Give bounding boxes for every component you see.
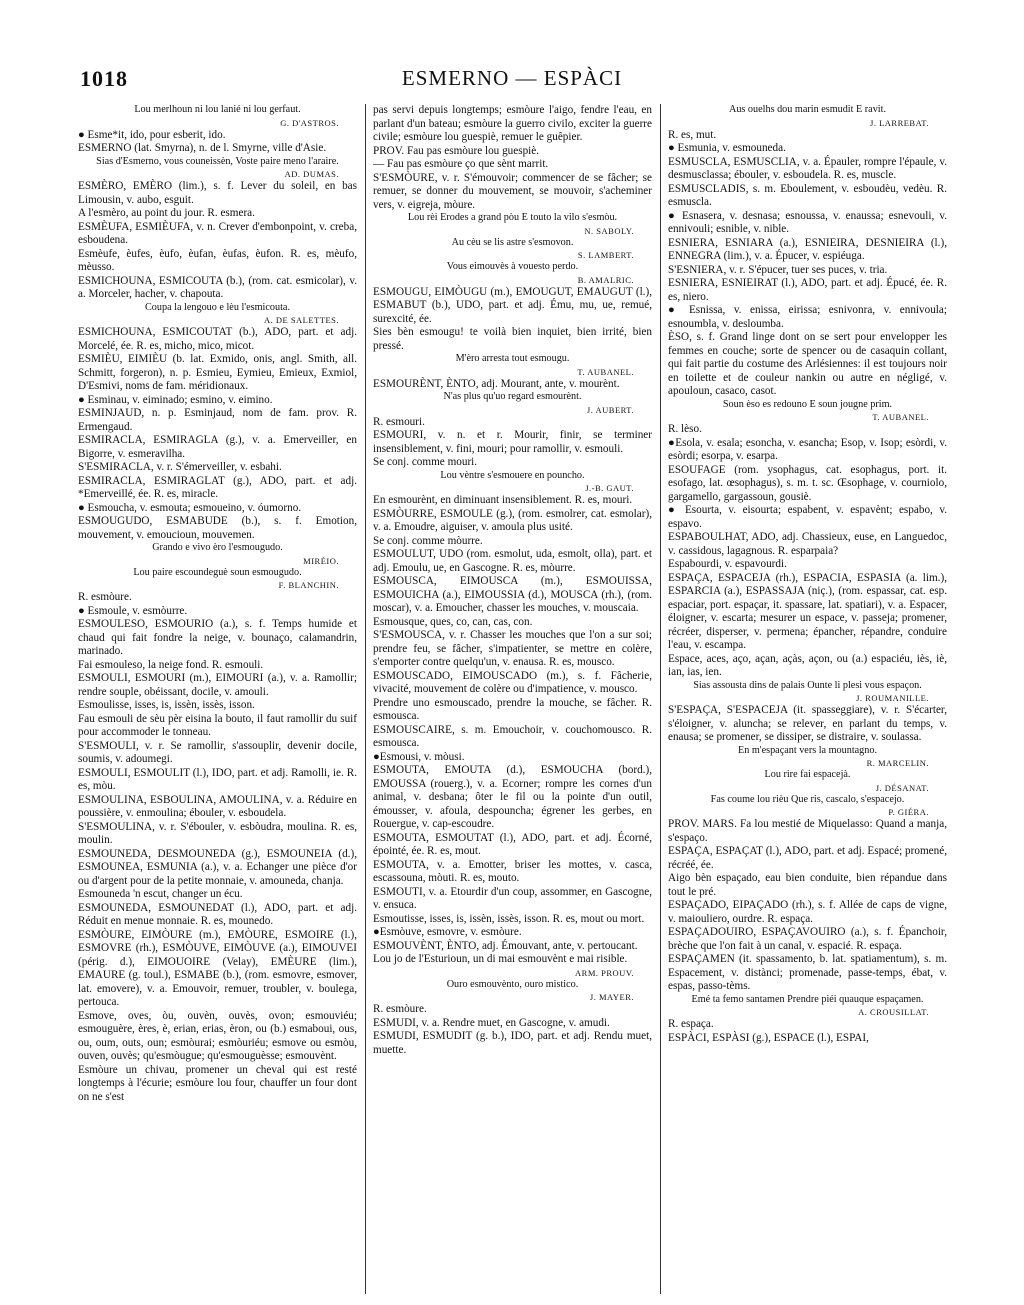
citation-author: J. AUBERT. [586, 404, 634, 415]
dictionary-entry: ESMOURI, v. n. et r. Mourir, finir, se terminer insensiblement, v. fini, mouri; pour ramollir, v. esmouli. [373, 429, 652, 455]
column-divider [660, 104, 661, 1294]
quotation: Soun èso es redouno E soun jougne prim. [722, 398, 893, 410]
dictionary-entry: pas servi depuis longtemps; esmòure l'aigo, fendre l'eau, en parlant d'un bateau; esmòure la guerro civilo, exciter la guerre civile; esmòure lou guespiè, remuer le guêpier. [373, 104, 652, 143]
quotation: Coupa la lengouo e lèu l'esmicouta. [145, 301, 290, 313]
dictionary-entry: ESPAÇADO, EIPAÇADO (rh.), s. f. Allée de caps de vigne, v. maiouliero, ourdre. R. espaça. [668, 899, 947, 925]
dictionary-entry: — Fau pas esmòure ço que sènt marrit. [373, 158, 549, 170]
dictionary-entry: ESMOULI, ESMOULIT (l.), IDO, part. et adj. Ramolli, ie. R. es, mòu. [78, 766, 357, 792]
dictionary-entry: Se conj. comme mòurre. [373, 534, 483, 547]
dictionary-entry: Esmousque, ques, co, can, cas, con. [373, 615, 533, 628]
dictionary-entry: PROV. Fau pas esmòure lou guespiè. [373, 144, 540, 157]
dictionary-entry: ESMÒURRE, ESMOULE (g.), (rom. esmolrer, cat. esmolar), v. a. Emoudre, aiguiser, v. amoula plus usité. [373, 507, 652, 533]
dictionary-entry: ESPAÇA, ESPAÇAT (l.), ADO, part. et adj. Espacé; promené, récréé, ée. [668, 845, 947, 871]
dictionary-entry: ● Esmoule, v. esmòurre. [78, 604, 188, 617]
quotation: M'èro arresta tout esmougu. [455, 353, 570, 364]
dictionary-entry: ESMIÈU, EIMIÈU (b. lat. Exmido, onis, angl. Smith, all. Schmitt, forgeron), n. p. Esmieu, Eymieu, Emieux, Exmiol, D'Esmivi, noms de fam. méridionaux. [78, 353, 357, 392]
dictionary-entry: ESMOURÈNT, ÈNTO, adj. Mourant, ante, v. mourènt. [373, 377, 620, 390]
dictionary-entry: Esmòure un chivau, promener un cheval qui est resté longtemps à l'écurie; esmòure lou four, chauffer un four dont on ne s'est [78, 1063, 357, 1103]
dictionary-entry: S'ESMÒURE, v. r. S'émouvoir; commencer de se fâcher; se remuer, se donner du mouvement, se mouvoir, s'acheminer vers, v. eigreja, mòure. [373, 171, 652, 211]
dictionary-entry: Esmove, oves, òu, ouvèn, ouvès, ovon; esmouviéu; esmouguère, ères, è, erian, erias, èron, ou (b.) esmaboui, ous, ou, oum, outs, oun; esmòurai; esmòuriéu; esmove ou esmòu, ouven, ouvès; qu'esmòugue; qu'esmouguèsse; esmouvènt. [78, 1009, 357, 1062]
dictionary-entry: ÈSO, s. f. Grand linge dont on se sert pour envelopper les femmes en couche; sorte de spencer ou de casaquin collant, qui fait partie du costume des Arlésiennes: il est toujours noir en toilette et de couleur nankin ou autre en négligé, v. apouloun, casaco, casot. [668, 331, 947, 397]
citation-author: S. LAMBERT. [577, 250, 634, 260]
dictionary-entry: R. es, mut. [668, 128, 717, 141]
dictionary-entry: S'ESMOUSCA, v. r. Chasser les mouches que l'on a sur soi; prendre feu, se fâcher, s'impatienter, se mettre en colère, s'emporter contre quelqu'un, v. enausa. R. es, mousco. [373, 629, 652, 668]
citation-author: F. BLANCHIN. [278, 580, 339, 590]
dictionary-entry: A l'esmèro, au point du jour. R. esmera. [78, 207, 255, 219]
dictionary-entry: Se conj. comme mouri. [373, 456, 478, 468]
page-number: 1018 [80, 66, 128, 91]
citation-author: R. MARCELIN. [866, 758, 929, 768]
citation-author: J. ROUMANILLE. [856, 693, 929, 703]
dictionary-entry: ESMOUSCADO, EIMOUSCADO (m.), s. f. Fâcherie, vivacité, mouvement de colère ou d'impatience, v. mousco. [373, 669, 652, 695]
dictionary-entry: ESPAÇADOUIRO, ESPAÇAVOUIRO (a.), s. f. Épanchoir, brèche que l'on fait à un canal, v. espacié. R. espaça. [668, 926, 947, 952]
dictionary-entry: ESMOUSCA, EIMOUSCA (m.), ESMOUISSA, ESMOUICHA (a.), EIMOUSSIA (d.), MOUSCA (rh.), (rom. moscar), v. a. Emoucher, chasser les mouches, v. mouscaia. [373, 575, 652, 614]
dictionary-entry: ESMOULINA, ESBOULINA, AMOULINA, v. a. Réduire en poussière, v. enmoulina; ébouler, v. esboudela. [78, 793, 357, 819]
citation-author: J. DÉSANAT. [875, 782, 929, 793]
citation-author: J. MAYER. [589, 992, 634, 1002]
citation-author: G. D'ASTROS. [280, 117, 339, 128]
dictionary-entry: ESPAÇAMEN (it. spassamento, b. lat. spatiamentum), s. m. Espacement, v. distànci; promenade, passe-temps, ébat, v. espas, passo-tèms. [668, 953, 947, 992]
dictionary-entry: ESMUDI, v. a. Rendre muet, en Gascogne, v. amudi. [373, 1016, 610, 1029]
citation-author: T. AUBANEL. [577, 366, 634, 377]
dictionary-entry: ● Esmunia, v. esmouneda. [668, 142, 786, 154]
dictionary-entry: Prendre uno esmouscado, prendre la mouche, se fâcher. R. esmousca. [373, 696, 652, 722]
dictionary-entry: ESMOUGU, EIMÒUGU (m.), EMOUGUT, EMAUGUT (l.), ESMABUT (b.), UDO, part. et adj. Ému, mu, ue, remué, surexcité, ée. [373, 285, 652, 325]
dictionary-entry: Fai esmouleso, la neige fond. R. esmouli. [78, 658, 264, 671]
dictionary-entry: ESMINJAUD, n. p. Esminjaud, nom de fam. prov. R. Ermengaud. [78, 407, 357, 433]
dictionary-entry: Fau esmouli de sèu pèr eisina la bouto, il faut ramollir du suif pour accommoder le tonneau. [78, 712, 357, 738]
dictionary-entry: ESMOULI, ESMOURI (m.), EIMOURI (a.), v. a. Ramollir; rendre souple, obéissant, docile, v. amouli. [78, 672, 357, 698]
quotation: En m'espaçant vers la mountagno. [737, 744, 878, 756]
dictionary-entry: ●Esola, v. esala; esoncha, v. esancha; Esop, v. Isop; esòrdi, v. esòrdi; esorpa, v. esarpa. [668, 436, 947, 462]
dictionary-entry: En esmourènt, en diminuant insensiblement. R. es, mouri. [373, 494, 633, 506]
dictionary-entry: Aigo bèn espaçado, eau bien conduite, bien répandue dans tout le pré. [668, 872, 947, 898]
citation-author: AD. DUMAS. [284, 169, 339, 179]
dictionary-entry: ESMUDI, ESMUDIT (g. b.), IDO, part. et adj. Rendu muet, muette. [373, 1030, 652, 1056]
dictionary-entry: ESPAÇA, ESPACEJA (rh.), ESPACIA, ESPASIA (a. lim.), ESPARCIA (a.), ESPASSAJA (niç.), (rom. espassar, cat. esp. espaciar, port. espaçar, it. spassare, lat. spatiari), v. a. Espacer, éloigner, v. escarta; mesurer un espace, v. passeja; promener, récréer, disperser, v. permena; épancher, répandre, conduire l'eau, v. escampa. [668, 571, 947, 651]
quotation: Lou merlhoun ni lou lanié ni lou gerfaut. [134, 104, 301, 115]
dictionary-entry: ESMOUVÈNT, ÈNTO, adj. Émouvant, ante, v. pertoucant. [373, 939, 638, 952]
dictionary-entry: ESMICHOUNA, ESMICOUTA (b.), (rom. cat. esmicolar), v. a. Morceler, hacher, v. chapouta. [78, 274, 357, 300]
dictionary-entry: ESMICHOUNA, ESMICOUTAT (b.), ADO, part. et adj. Morcelé, ée. R. es, micho, mico, micot. [78, 326, 357, 352]
quotation: Vous eimouvès à vouesto perdo. [446, 261, 579, 272]
dictionary-entry: ● Esme*it, ido, pour esberit, ido. [78, 128, 226, 141]
dictionary-entry: ESMOUNEDA, ESMOUNEDAT (l.), ADO, part. et adj. Réduit en menue monnaie. R. es, mounedo. [78, 901, 357, 927]
citation-author: J.-B. GAUT. [585, 483, 634, 493]
citation-author: A. DE SALETTES. [263, 315, 339, 325]
quotation: Sias d'Esmerno, vous couneissèn, Voste paire meno l'araire. [96, 155, 339, 167]
dictionary-entry: Esmoulisse, isses, is, issèn, issès, isson. [78, 699, 255, 711]
quotation: Aus ouelhs dou marin esmudit E ravit. [728, 104, 887, 115]
dictionary-entry: ESMIRACLA, ESMIRAGLA (g.), v. a. Emerveiller, en Bigorre, v. esmeravilha. [78, 434, 357, 460]
dictionary-entry: ESMOUTI, v. a. Etourdir d'un coup, assommer, en Gascogne, v. ensuca. [373, 885, 652, 911]
dictionary-entry: S'ESNIERA, v. r. S'épucer, tuer ses puces, v. tria. [668, 263, 888, 276]
dictionary-entry: ● Esnasera, v. desnasa; esnoussa, v. enaussa; esnevouli, v. ennivouli; esnible, v. nible. [668, 209, 947, 235]
quotation: Lou vèntre s'esmouere en pouncho. [440, 469, 585, 481]
dictionary-entry: ESMOUTA, v. a. Emotter, briser les mottes, v. casca, escassouna, mòuti. R. es, mouto. [373, 858, 652, 884]
citation-author: P. GIÉRA. [888, 807, 929, 817]
citation-author: B. AMALRIC. [577, 274, 634, 285]
dictionary-entry: ESMOUTA, ESMOUTAT (l.), ADO, part. et adj. Écorné, épointé, ée. R. es, mout. [373, 831, 652, 857]
dictionary-entry: Esmoutisse, isses, is, issèn, issès, isson. R. es, mout ou mort. [373, 912, 645, 925]
dictionary-entry: ESMOUGUDO, ESMABUDE (b.), s. f. Emotion, mouvement, v. emoucioun, mouvemen. [78, 515, 357, 541]
dictionary-entry: S'ESMOULI, v. r. Se ramollir, s'assouplir, devenir docile, soumis, v. adoumegi. [78, 739, 357, 765]
dictionary-entry: ● Esnissa, v. enissa, eirissa; esnivonra, v. ennivoula; esnoumbla, v. desloumba. [668, 304, 947, 330]
dictionary-entry: Esmèufe, èufes, èufo, èufan, èufas, èufon. R. es, mèufo, mèusso. [78, 247, 357, 273]
dictionary-entry: ESMÈUFA, ESMIÈUFA, v. n. Crever d'embonpoint, v. creba, esboudena. [78, 220, 357, 246]
dictionary-entry: ESMUSCLA, ESMUSCLIA, v. a. Épauler, rompre l'épaule, v. desmusclassa; ébouler, v. esboudela. R. es, muscle. [668, 155, 947, 181]
quotation: Emé ta femo santamen Prendre piéi quauque espaçamen. [691, 993, 924, 1005]
column-left [78, 104, 357, 1294]
dictionary-entry: ESNIERA, ESNIEIRAT (l.), ADO, part. et adj. Épucé, ée. R. es, niero. [668, 277, 947, 303]
column-divider [365, 104, 366, 1294]
dictionary-entry: ESMOUTA, EMOUTA (d.), ESMOUCHA (bord.), EMOUSSA (rouerg.), v. a. Ecorner; rompre les cornes d'un animal, v. desbana; ôter le fil ou la pointe d'un outil, émousser, v. afoula, despouncha; égrener les gerbes, en Rouergue, v. cap-escoudre. [373, 764, 652, 830]
quotation: N'as plus qu'uo regard esmourènt. [443, 391, 582, 402]
citation-author: J. LARREBAT. [870, 117, 929, 128]
dictionary-entry: R. esmòure. [78, 591, 132, 603]
quotation: Lou paire escoundeguè soun esmougudo. [133, 566, 302, 578]
dictionary-entry: ESMUSCLADIS, s. m. Eboulement, v. esboudèu, vedèu. R. esmuscla. [668, 182, 947, 208]
dictionary-entry: PROV. MARS. Fa lou mestié de Miquelasso: Quand a manja, s'espaço. [668, 818, 947, 844]
dictionary-entry: ESMOUNEDA, DESMOUNEDA (g.), ESMOUNEIA (d.), ESMOUNEA, ESMUNIA (a.), v. a. Echanger une pièce d'or ou d'argent pour de la petite monnaie, v. amouneda, chanja. [78, 847, 357, 887]
dictionary-entry: ● Esminau, v. eiminado; esmino, v. eimino. [78, 393, 273, 406]
quotation: Fas coume lou rièu Que ris, cascalo, s'espacejo. [710, 793, 905, 805]
dictionary-entry: ●Esmòuve, esmovre, v. esmòure. [373, 926, 522, 938]
dictionary-entry: Esmouneda 'n escut, changer un écu. [78, 888, 243, 900]
dictionary-entry: Espabourdi, v. espavourdi. [668, 558, 787, 570]
dictionary-entry: S'ESMOULINA, v. r. S'ébouler, v. esbòudra, moulina. R. es, moulin. [78, 820, 357, 846]
column-right [668, 104, 947, 1294]
citation-author: A. CROUSILLAT. [858, 1007, 929, 1017]
quotation: Lou rèi Erodes a grand pòu E touto la vilo s'esmòu. [407, 212, 618, 223]
dictionary-entry: Lou jo de l'Esturioun, un di mai esmouvènt e mai risible. [373, 953, 628, 965]
dictionary-entry: R. espaça. [668, 1018, 714, 1030]
dictionary-columns [78, 104, 946, 1294]
quotation: Lou rire fai espacejà. [764, 769, 851, 780]
running-title: ESMERNO — ESPÀCI [401, 66, 623, 90]
quotation: Au cèu se lis astre s'esmovon. [451, 236, 574, 248]
quotation: Ouro esmouvènto, ouro mistico. [446, 978, 579, 990]
dictionary-entry: ESMOULUT, UDO (rom. esmolut, uda, esmolt, olla), part. et adj. Emoulu, ue, en Gascogne. R. es, mòurre. [373, 548, 652, 574]
citation-author: T. AUBANEL. [872, 412, 929, 422]
dictionary-entry: S'ESMIRACLA, v. r. S'émerveiller, v. esbahi. [78, 461, 282, 473]
dictionary-entry: ESMIRACLA, ESMIRAGLAT (g.), ADO, part. et adj. *Emerveillé, ée. R. es, miracle. [78, 474, 357, 500]
citation-author: N. SABOLY. [584, 225, 634, 236]
dictionary-entry: ●Esmousi, v. mòusi. [373, 750, 465, 763]
dictionary-entry: R. lèso. [668, 423, 702, 435]
dictionary-entry: ● Esmoucha, v. esmouta; esmoueino, v. óumorno. [78, 501, 302, 514]
dictionary-entry: Espace, aces, aço, açan, açàs, açon, ou (a.) espaciéu, iès, iè, ian, ias, ien. [668, 652, 947, 678]
quotation: Sias assousta dins de palais Ounte li plesi vous espaçon. [693, 679, 922, 691]
dictionary-entry: R. esmòure. [373, 1003, 427, 1015]
dictionary-entry: ● Esourta, v. eisourta; espabent, v. espavènt; espabo, v. espavo. [668, 504, 947, 530]
dictionary-entry: Sies bèn esmougu! te voilà bien inquiet, bien irrité, bien pressé. [373, 326, 652, 352]
dictionary-entry: R. esmouri. [373, 415, 425, 428]
dictionary-entry: ESPABOULHAT, ADO, adj. Chassieux, euse, en Languedoc, v. cassidous, lagagnous. R. esparpaia? [668, 531, 947, 557]
dictionary-entry: ESMERNO (lat. Smyrna), n. de l. Smyrne, ville d'Asie. [78, 142, 327, 154]
dictionary-entry: ESMOUSCAIRE, s. m. Emouchoir, v. couchomousco. R. esmousca. [373, 723, 652, 749]
dictionary-entry: ESMÒURE, EIMÒURE (m.), EMÒURE, ESMOIRE (l.), ESMOVRE (rh.), ESMÒUVE, EIMÒUVE (a.), EIMOUVEI (périg. d.), EIMOUOIRE (Velay), EMÈURE (lim.), EMAURE (g. toul.), ESMABE (b.), (rom. esmovre, esmover, lat. emovere), v. a. Emouvoir, remuer, troubler, v. boulega, pertouca. [78, 928, 357, 1008]
dictionary-entry: S'ESPAÇA, S'ESPACEJA (it. spasseggiare), v. r. S'écarter, s'éloigner, v. aluncha; se relever, en parlant du temps, v. enausa; se promener, se dissiper, se distraire, v. soulassa. [668, 704, 947, 743]
dictionary-entry: ESOUFAGE (rom. ysophagus, cat. esophagus, port. it. esofago, lat. œsophagus), s. m. t. sc. Œsophage, v. courniolo, gargamello, gargassoun, gousiè. [668, 463, 947, 503]
quotation: Grando e vivo èro l'esmougudo. [152, 542, 283, 553]
dictionary-entry: ESPÀCI, ESPÀSI (g.), ESPACE (l.), ESPAI, [668, 1031, 869, 1044]
citation-author: MIRÈIO. [303, 555, 339, 566]
column-middle [373, 104, 652, 1294]
citation-author: ARM. PROUV. [575, 967, 634, 978]
page-header [0, 66, 1024, 102]
dictionary-entry: ESMOULESO, ESMOURIO (a.), s. f. Temps humide et chaud qui fait fondre la neige, v. bounaço, calamandrin, marinado. [78, 618, 357, 657]
dictionary-entry: ESNIERA, ESNIARA (a.), ESNIEIRA, DESNIEIRA (l.), ENNEGRA (lim.), v. a. Épucer, v. espiéuga. [668, 236, 947, 262]
dictionary-entry: ESMÈRO, EMÈRO (lim.), s. f. Lever du soleil, en bas Limousin, v. aubo, esguit. [78, 180, 357, 206]
